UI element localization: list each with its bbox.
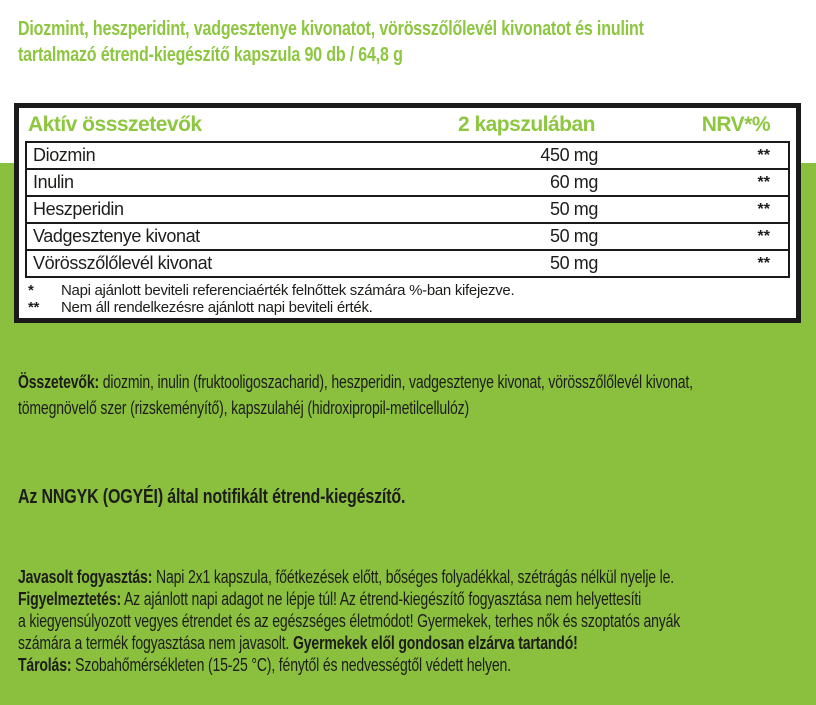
warning-line1 bbox=[18, 588, 816, 610]
usage-paragraph bbox=[18, 566, 816, 676]
ingredient-name: Vörösszőlőlevél kivonat bbox=[33, 253, 212, 273]
consumption-text: Napi 2x1 kapszula, főétkezések előtt, bőséges folyadékkal, szétrágás nélkül nyelje le. bbox=[152, 567, 675, 587]
footnote bbox=[28, 282, 790, 299]
footnote-marker: ** bbox=[28, 299, 40, 316]
ingredients-label: Összetevők: bbox=[18, 372, 100, 392]
product-title-line2: tartalmazó étrend-kiegészítő kapszula 90 db / 64,8 g bbox=[18, 44, 403, 66]
table-footnotes bbox=[25, 282, 790, 316]
table-row bbox=[27, 168, 788, 195]
ingredients-paragraph bbox=[18, 369, 816, 421]
product-title bbox=[18, 16, 816, 68]
ingredient-nrv: ** bbox=[757, 146, 770, 164]
ingredients-line2: tömegnövelő szer (rizskeményítő), kapszulahéj (hidroxipropil-metilcellulóz) bbox=[18, 398, 470, 418]
storage-text: Szobahőmérsékleten (15-25 °C), fénytől és nedvességtől védett helyen. bbox=[71, 655, 511, 675]
storage-label: Tárolás: bbox=[18, 655, 72, 675]
column-header-nrv: NRV*% bbox=[701, 112, 770, 136]
ingredient-name: Inulin bbox=[33, 172, 74, 192]
ingredient-nrv: ** bbox=[757, 173, 770, 191]
ingredient-nrv: ** bbox=[757, 200, 770, 218]
active-ingredients-table bbox=[14, 103, 801, 323]
notification-text: Az NNGYK (OGYÉI) által notifikált étrend-kiegészítő. bbox=[18, 486, 406, 508]
ingredient-amount: 50 mg bbox=[549, 253, 598, 273]
ingredients-line1-text: diozmin, inulin (fruktooligoszacharid), heszperidin, vadgesztenye kivonat, vörösszőlőlevél kivonat, bbox=[99, 372, 693, 392]
ingredient-nrv: ** bbox=[757, 227, 770, 245]
table-row bbox=[27, 195, 788, 222]
table-header-row bbox=[19, 108, 796, 141]
column-header-ingredient: Aktív össszetevők bbox=[28, 112, 202, 136]
table-row bbox=[27, 222, 788, 249]
column-header-per-2-capsules: 2 kapszulában bbox=[457, 112, 595, 136]
ingredient-amount: 50 mg bbox=[549, 226, 598, 246]
table-rows-box bbox=[25, 141, 790, 278]
ingredient-name: Diozmin bbox=[33, 145, 96, 165]
footnote-marker: * bbox=[28, 282, 34, 299]
ingredient-amount: 50 mg bbox=[549, 199, 598, 219]
warning-line2: a kiegyensúlyozott vegyes étrendet és az egészséges életmódot! Gyermekek, terhes nők és szoptatós anyák bbox=[18, 611, 681, 631]
ingredient-amount: 450 mg bbox=[540, 145, 598, 165]
warning-line3-text: számára a termék fogyasztása nem javasolt. bbox=[18, 633, 293, 653]
storage-line bbox=[18, 654, 816, 676]
product-title-line1: Diozmint, heszperidint, vadgesztenye kivonatot, vörösszőlőlevél kivonatot és inulint bbox=[18, 18, 644, 40]
ingredient-name: Heszperidin bbox=[33, 199, 124, 219]
table-row bbox=[27, 249, 788, 276]
keep-away-from-children-text: Gyermekek elől gondosan elzárva tartandó! bbox=[292, 633, 578, 653]
ingredients-line1 bbox=[18, 369, 816, 395]
ingredient-amount: 60 mg bbox=[549, 172, 598, 192]
footnote-text: Napi ajánlott beviteli referenciaérték felnőttek számára %-ban kifejezve. bbox=[61, 282, 515, 299]
warning-text: Az ajánlott napi adagot ne lépje túl! Az étrend-kiegészítő fogyasztása nem helyettesíti bbox=[120, 589, 642, 609]
table-row bbox=[27, 143, 788, 168]
warning-label: Figyelmeztetés: bbox=[18, 589, 121, 609]
ingredient-nrv: ** bbox=[757, 254, 770, 272]
warning-line3 bbox=[18, 632, 816, 654]
consumption-label: Javasolt fogyasztás: bbox=[18, 567, 153, 587]
footnote bbox=[28, 299, 790, 316]
consumption-line bbox=[18, 566, 816, 588]
footnote-text: Nem áll rendelkezésre ajánlott napi beviteli érték. bbox=[61, 299, 373, 316]
ingredient-name: Vadgesztenye kivonat bbox=[33, 226, 200, 246]
